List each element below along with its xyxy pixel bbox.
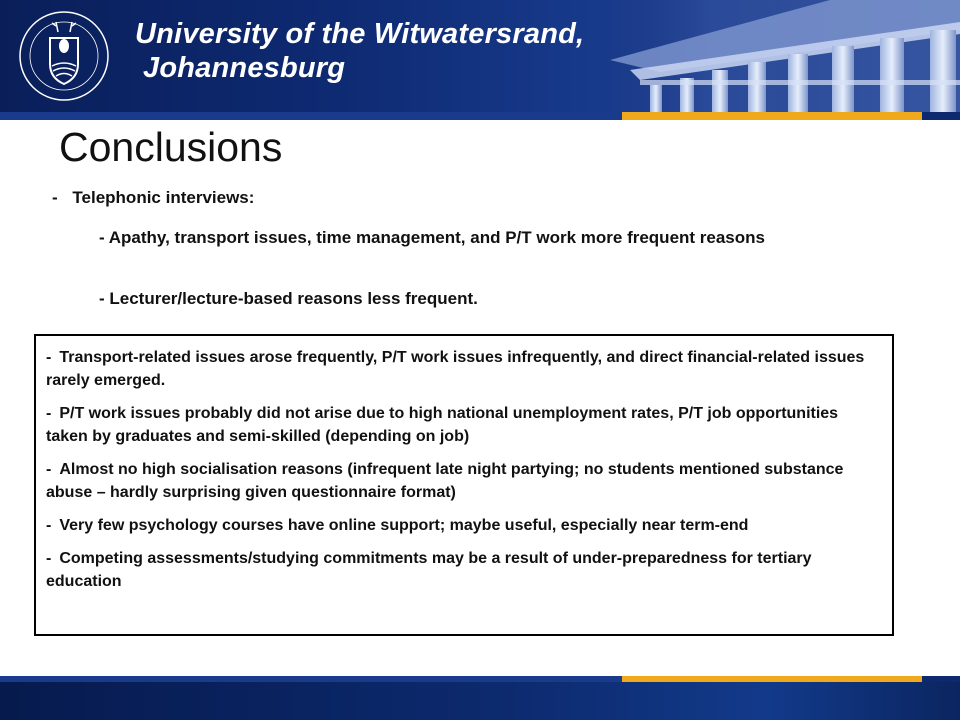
box-item-text: Almost no high socialisation reasons (infrequent late night partying; no students mentioned substance abuse – hardly surprising given questionnaire format)	[46, 461, 844, 501]
section-heading	[52, 188, 254, 208]
sub-bullet-2: - Lecturer/lecture-based reasons less frequent.	[99, 289, 478, 308]
bullet-dash: -	[46, 517, 52, 534]
box-item	[46, 402, 882, 448]
header-accent-stripe	[0, 112, 960, 120]
bullet-dash: -	[46, 550, 52, 567]
footer-accent-stripe	[0, 676, 960, 682]
box-item	[46, 547, 882, 593]
university-crest-icon	[16, 8, 112, 104]
bullet-dash: -	[46, 461, 52, 478]
slide-footer	[0, 676, 960, 720]
conclusions-box	[34, 334, 894, 636]
box-item-text: Transport-related issues arose frequently, P/T work issues infrequently, and direct financial-related issues rarely emerged.	[46, 349, 865, 389]
slide-header	[0, 0, 960, 112]
university-name	[135, 17, 584, 85]
university-name-line1: University of the Witwatersrand,	[135, 18, 585, 50]
box-item-text: P/T work issues probably did not arise due to high national unemployment rates, P/T job opportunities taken by graduates and semi-skilled (depending on job)	[46, 405, 839, 445]
sub-bullet-1: - Apathy, transport issues, time management, and P/T work more frequent reasons	[99, 228, 765, 247]
bullet-dash: -	[46, 349, 52, 366]
box-item	[46, 458, 882, 504]
box-item-text: Competing assessments/studying commitments may be a result of under-preparedness for tertiary education	[46, 550, 812, 590]
box-item	[46, 346, 882, 392]
bullet-dash: -	[46, 405, 52, 422]
building-columns-graphic	[600, 0, 960, 112]
section-dash: -	[52, 188, 58, 207]
box-item-text: Very few psychology courses have online support; maybe useful, especially near term-end	[59, 517, 749, 534]
slide-title: Conclusions	[59, 124, 283, 170]
university-name-line2: Johannesburg	[143, 52, 346, 84]
box-item	[46, 514, 882, 537]
section-label: Telephonic interviews:	[72, 188, 255, 207]
